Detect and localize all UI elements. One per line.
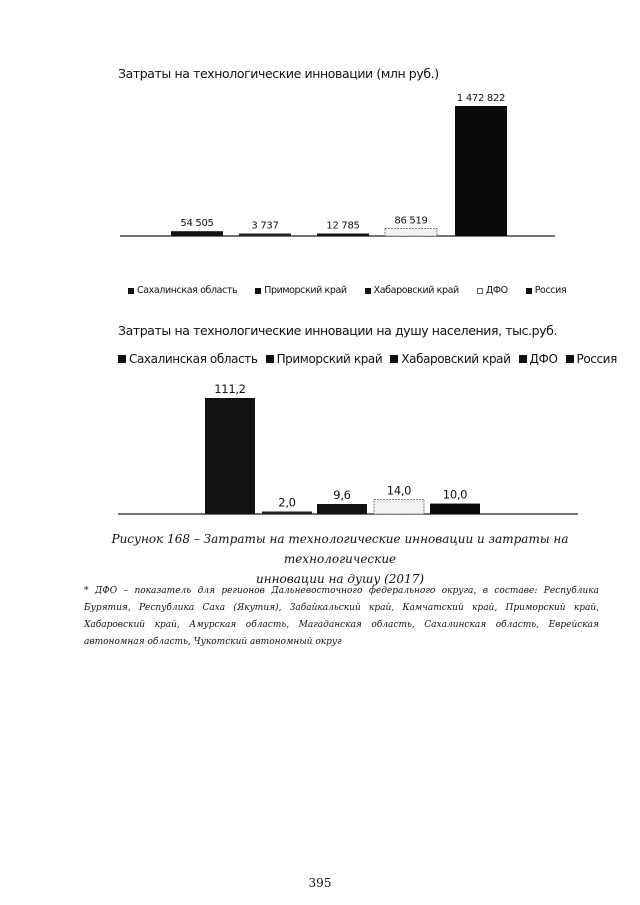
- chart2-legend-label-2: Приморский край: [276, 352, 383, 366]
- chart1-legend-label-2: Приморский край: [264, 285, 347, 296]
- chart2-bar-3: [317, 504, 367, 514]
- chart2-data-label-3: 9,6: [333, 487, 351, 502]
- chart1-data-label-1: 54 505: [180, 218, 214, 230]
- chart2-legend-label-3: Хабаровский край: [401, 352, 511, 366]
- figure-caption: [70, 529, 610, 589]
- chart2-bar-2: [262, 512, 312, 515]
- chart1-data-label-4: 86 519: [394, 215, 428, 227]
- caption-line-2: инновации на душу (2017): [255, 572, 425, 586]
- caption-line-1: Рисунок 168 – Затраты на технологические инновации и затраты на технологические: [111, 532, 569, 566]
- chart2-legend-label-1: Сахалинская область: [129, 352, 258, 366]
- chart1-legend-label-1: Сахалинская область: [137, 285, 238, 296]
- chart1-data-label-2: 3 737: [251, 220, 279, 232]
- chart2-data-label-5: 10,0: [442, 487, 468, 502]
- chart2-data-label-4: 14,0: [386, 483, 412, 498]
- chart2-legend-label-4: ДФО: [529, 352, 558, 366]
- chart2-data-label-2: 2,0: [278, 495, 296, 510]
- chart1-data-label-3: 12 785: [326, 220, 360, 232]
- chart2-bar-5: [430, 504, 480, 514]
- chart2-title: Затраты на технологические инновации на душу населения, тыс.руб.: [118, 323, 558, 338]
- chart1-legend-label-5: Россия: [534, 285, 567, 296]
- chart1-legend-label-4: ДФО: [485, 285, 508, 296]
- chart2-legend-label-5: Россия: [576, 352, 617, 366]
- chart1-data-label-5: 1 472 822: [456, 93, 506, 104]
- page-number: 395: [308, 876, 332, 890]
- chart2-data-label-1: 111,2: [214, 382, 246, 396]
- chart1-legend-label-3: Хабаровский край: [373, 285, 459, 296]
- footnote: * ДФО – показатель для регионов Дальневосточного федерального округа, в составе: Республика Бурятия, Республика Саха (Якутия), Забайкальский край, Камчатский край, Приморский край, Хабаровский край, Амурская область, Магаданская область, Сахалинская область, Еврейская автономная область, Чукотский автономный округ: [84, 586, 599, 647]
- chart2-bar-4: [374, 499, 424, 514]
- chart2-bar-1: [205, 398, 255, 514]
- chart1-title: Затраты на технологические инновации (млн руб.): [118, 66, 439, 81]
